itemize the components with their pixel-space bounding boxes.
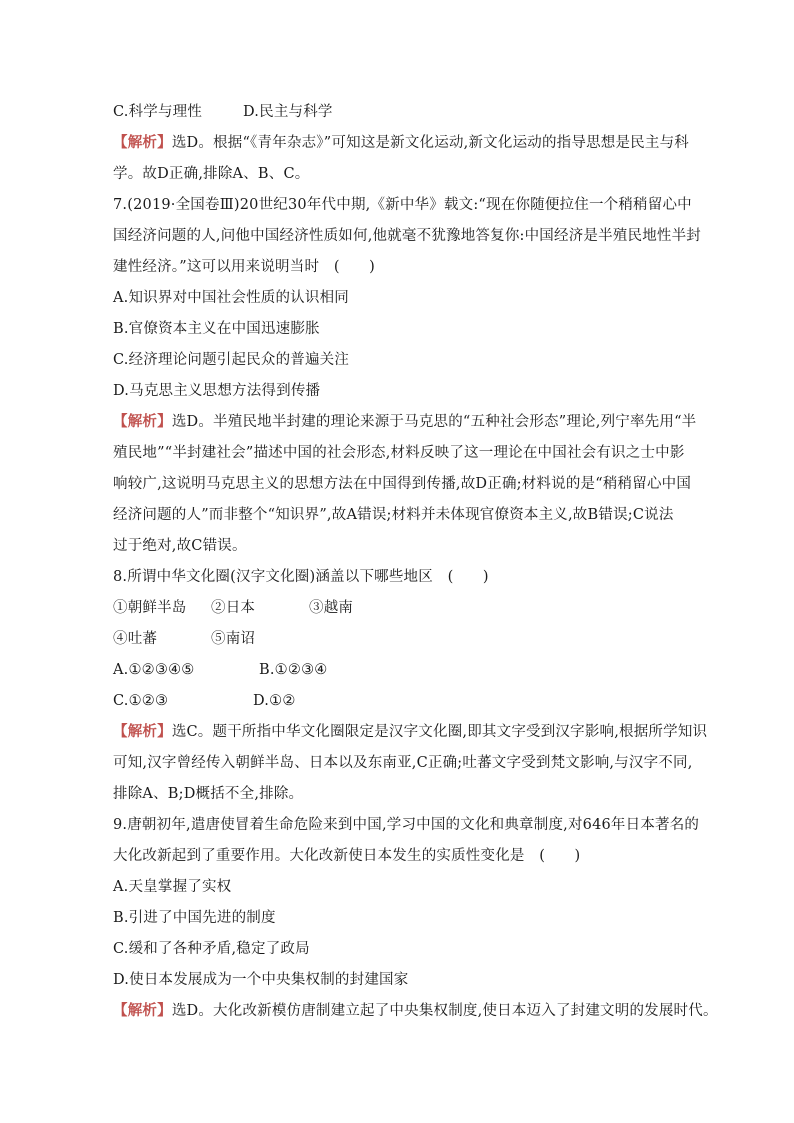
q8-option-c: C.①②③	[113, 693, 169, 709]
q8-item-1: ①朝鲜半岛	[113, 600, 187, 616]
q6-option-d: D.民主与科学	[243, 104, 333, 120]
q6-explanation-line: 学。故D正确,排除A、B、C。	[113, 166, 310, 182]
q7-explanation-line: 过于绝对,故C错误。	[113, 538, 247, 554]
q7-option-c: C.经济理论问题引起民众的普遍关注	[113, 352, 350, 368]
q6-explanation-line	[113, 128, 713, 159]
q8-stem-line: 8.所谓中华文化圈(汉字文化圈)涵盖以下哪些地区 ( )	[113, 569, 489, 585]
q8-item-4: ④吐蕃	[113, 631, 158, 647]
analysis-tag: 【解析】	[113, 724, 172, 740]
q9-option-b: B.引进了中国先进的制度	[113, 910, 276, 926]
q7-option-d: D.马克思主义思想方法得到传播	[113, 383, 321, 399]
q7-explanation-text: 选D。半殖民地半封建的理论来源于马克思的“五种社会形态”理论,列宁率先用“半	[171, 414, 697, 430]
q8-explanation-line	[113, 717, 713, 748]
q7-explanation-line: 响较广,这说明马克思主义的思想方法在中国得到传播,故D正确;材料说的是“稍稍留心中国	[113, 476, 692, 492]
q6-explanation-text: 选D。根据“《青年杂志》”可知这是新文化运动,新文化运动的指导思想是民主与科	[171, 135, 689, 151]
q8-options-ab	[113, 655, 713, 686]
q9-explanation-line	[113, 996, 718, 1027]
q7-stem-line: 国经济问题的人,问他中国经济性质如何,他就毫不犹豫地答复你:中国经济是半殖民地性半封	[113, 228, 701, 244]
q9-option-d: D.使日本发展成为一个中央集权制的封建国家	[113, 972, 409, 988]
q8-items-row	[113, 624, 713, 655]
q8-options-cd	[113, 686, 713, 717]
document-page	[113, 97, 718, 1027]
q8-option-d: D.①②	[253, 693, 296, 709]
q7-stem-line: 7.(2019·全国卷Ⅲ)20世纪30年代中期,《新中华》载文:“现在你随便拉住一个稍稍留心中	[113, 197, 692, 213]
q8-item-5: ⑤南诏	[211, 631, 256, 647]
q8-explanation-line: 可知,汉字曾经传入朝鲜半岛、日本以及东南亚,C正确;吐蕃文字受到梵文影响,与汉字不同,	[113, 755, 693, 771]
q7-option-a: A.知识界对中国社会性质的认识相同	[113, 290, 349, 306]
q9-stem-line: 9.唐朝初年,遣唐使冒着生命危险来到中国,学习中国的文化和典章制度,对646年日本著名的	[113, 817, 700, 833]
q9-option-a: A.天皇掌握了实权	[113, 879, 232, 895]
q6-options-cd	[113, 97, 713, 128]
analysis-tag: 【解析】	[113, 135, 172, 151]
q7-explanation-line	[113, 407, 713, 438]
q9-option-c: C.缓和了各种矛盾,稳定了政局	[113, 941, 310, 957]
analysis-tag: 【解析】	[113, 414, 172, 430]
q8-explanation-text: 选C。题干所指中华文化圈限定是汉字文化圈,即其文字受到汉字影响,根据所学知识	[171, 724, 708, 740]
q6-option-c: C.科学与理性	[113, 104, 203, 120]
q8-item-3: ③越南	[309, 600, 354, 616]
q8-item-2: ②日本	[211, 600, 256, 616]
analysis-tag: 【解析】	[113, 1003, 172, 1019]
q7-option-b: B.官僚资本主义在中国迅速膨胀	[113, 321, 320, 337]
q7-stem-line: 建性经济。”这可以用来说明当时 ( )	[113, 259, 375, 275]
q7-explanation-line: 殖民地”“半封建社会”描述中国的社会形态,材料反映了这一理论在中国社会有识之士中影	[113, 445, 685, 461]
q8-option-b: B.①②③④	[259, 662, 328, 678]
q9-stem-line: 大化改新起到了重要作用。大化改新使日本发生的实质性变化是 ( )	[113, 848, 581, 864]
q8-option-a: A.①②③④⑤	[113, 662, 195, 678]
q9-explanation-text: 选D。大化改新模仿唐制建立起了中央集权制度,使日本迈入了封建文明的发展时代。	[171, 1003, 718, 1019]
q7-explanation-line: 经济问题的人”而非整个“知识界”,故A错误;材料并未体现官僚资本主义,故B错误;C说法	[113, 507, 674, 523]
q8-items-row	[113, 593, 713, 624]
q8-explanation-line: 排除A、B;D概括不全,排除。	[113, 786, 304, 802]
